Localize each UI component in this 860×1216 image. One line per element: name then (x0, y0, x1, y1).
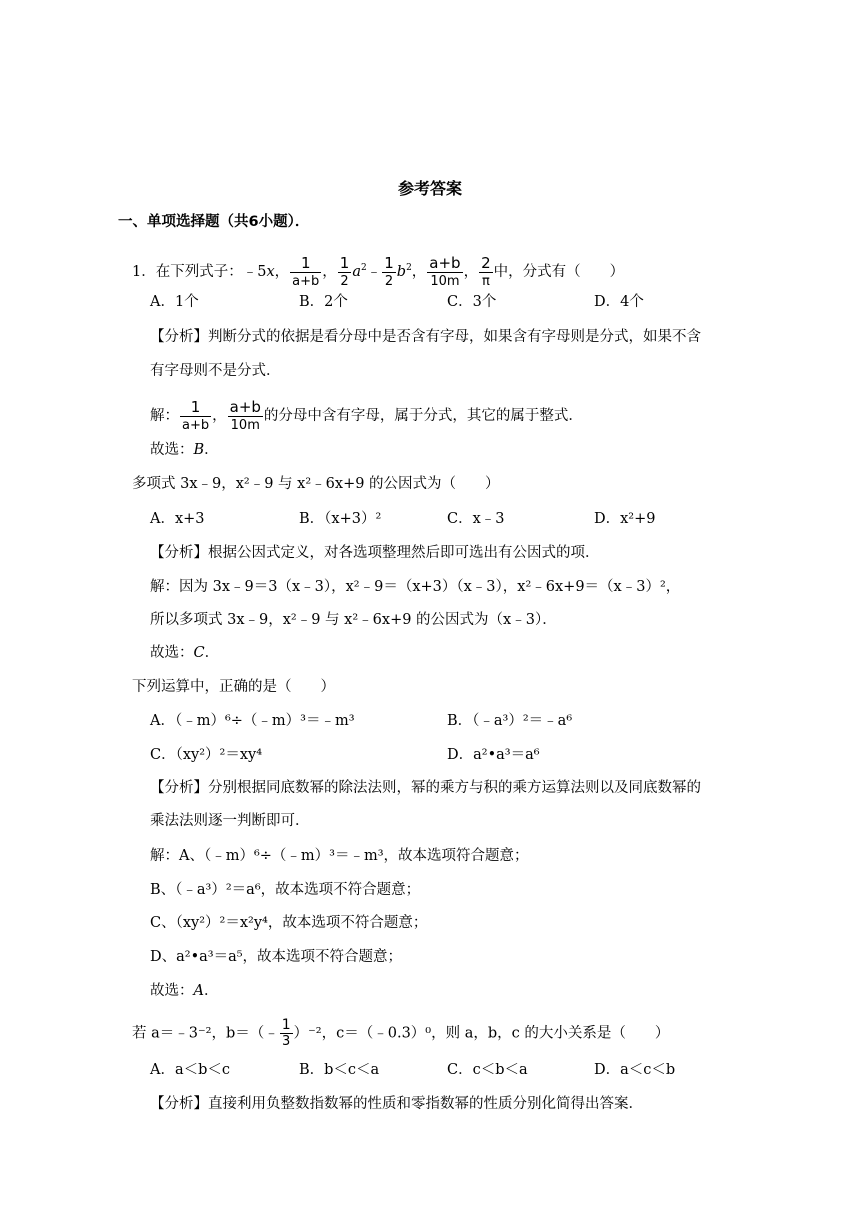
fraction: $\frac{2}{\pi}$ (481, 254, 491, 289)
fraction: $\frac{1}{2}$ (339, 254, 350, 289)
option-b: B．b＜c＜a (299, 1062, 380, 1078)
option-b: B．（﹣a³）²＝﹣a⁶ (447, 713, 573, 729)
option-d: D．4个 (594, 294, 644, 310)
fraction: $\frac{1}{a+b}$ (182, 398, 210, 433)
answer: 故选：A． (150, 983, 219, 999)
option-d: D．a＜c＜b (594, 1062, 676, 1078)
analysis: 【分析】根据公因式定义，对各选项整理然后即可选出有公因式的项． (150, 545, 600, 561)
question-3-stem: 下列运算中，正确的是（ ） (132, 679, 335, 695)
option-d: D．x²+9 (594, 511, 656, 527)
fraction: $\frac{1}{3}$ (281, 1017, 291, 1049)
option-b: B．2个 (299, 294, 348, 310)
page-title: 参考答案 (397, 179, 462, 198)
fraction: $\frac{1}{2}$ (384, 254, 394, 289)
solution: D、a²•a³＝a⁵，故本选项不符合题意； (150, 949, 403, 965)
solution: B、（﹣a³）²＝a⁶，故本选项不符合题意； (150, 882, 421, 898)
solution: C、（xy²）²＝x²y⁴，故本选项不符合题意； (150, 915, 428, 931)
option-c: C．x﹣3 (447, 511, 505, 527)
question-number: 1． (132, 264, 156, 280)
option-a: A．x+3 (150, 511, 205, 527)
solution: 解：A、（﹣m）⁶÷（﹣m）³＝﹣m³，故本选项符合题意； (150, 848, 529, 864)
option-c: C．3个 (447, 294, 497, 310)
answer: 故选：B． (150, 442, 219, 458)
answer: 故选：C． (150, 645, 220, 661)
section-heading: 一、单项选择题（共6小题）． (118, 214, 310, 230)
analysis: 【分析】分别根据同底数幂的除法法则，幂的乘方与积的乘方运算法则以及同底数幂的 (150, 780, 701, 796)
option-c: C．（xy²）²＝xy⁴ (150, 747, 263, 763)
solution: 解： $\frac{1}{a+b}$ ， $\frac{a+b}{10m}$ 的分母中含有字母，属于分式，其它的属于整式． (150, 398, 583, 433)
option-b: B．（x+3）² (299, 511, 382, 527)
analysis: 【分析】直接利用负整数指数幂的性质和零指数幂的性质分别化简得出答案． (150, 1096, 643, 1112)
analysis: 有字母则不是分式． (150, 363, 281, 379)
fraction: $\frac{a+b}{10m}$ (429, 254, 461, 289)
analysis: 乘法法则逐一判断即可． (150, 813, 310, 829)
option-a: A．1个 (150, 294, 199, 310)
fraction: $\frac{a+b}{10m}$ (229, 398, 261, 433)
option-c: C．c＜b＜a (447, 1062, 528, 1078)
fraction: $\frac{1}{a+b}$ (292, 254, 320, 289)
solution: 解：因为 3x﹣9＝3（x﹣3），x²﹣9＝（x+3）（x﹣3），x²﹣6x+9＝（x﹣3）²， (150, 579, 681, 595)
option-d: D．a²•a³＝a⁶ (447, 747, 540, 763)
question-2-stem: 多项式 3x﹣9，x²﹣9 与 x²﹣6x+9 的公因式为（ ） (132, 476, 500, 492)
option-a: A．（﹣m）⁶÷（﹣m）³＝﹣m³ (150, 713, 355, 729)
question-1-stem: 1．在下列式子：﹣5x， $\frac{1}{a+b}$ ， $\frac{1}{2}$ $a^2﹣$ $\frac{1}{2}$ $b^2$， $\frac{a+b}{10m}$ ， $\frac{2}{\pi}$ 中，分式有（ ） (132, 254, 625, 289)
question-4-stem: 若 a＝﹣3⁻²，b＝（﹣ $\frac{1}{3}$ ）⁻²，c＝（﹣0.3）⁰，则 a，b，c 的大小关系是（ ） (132, 1017, 670, 1049)
analysis: 【分析】判断分式的依据是看分母中是否含有字母，如果含有字母则是分式，如果不含 (150, 329, 701, 345)
solution: 所以多项式 3x﹣9，x²﹣9 与 x²﹣6x+9 的公因式为（x﹣3）． (150, 612, 557, 628)
option-a: A．a＜b＜c (150, 1062, 231, 1078)
